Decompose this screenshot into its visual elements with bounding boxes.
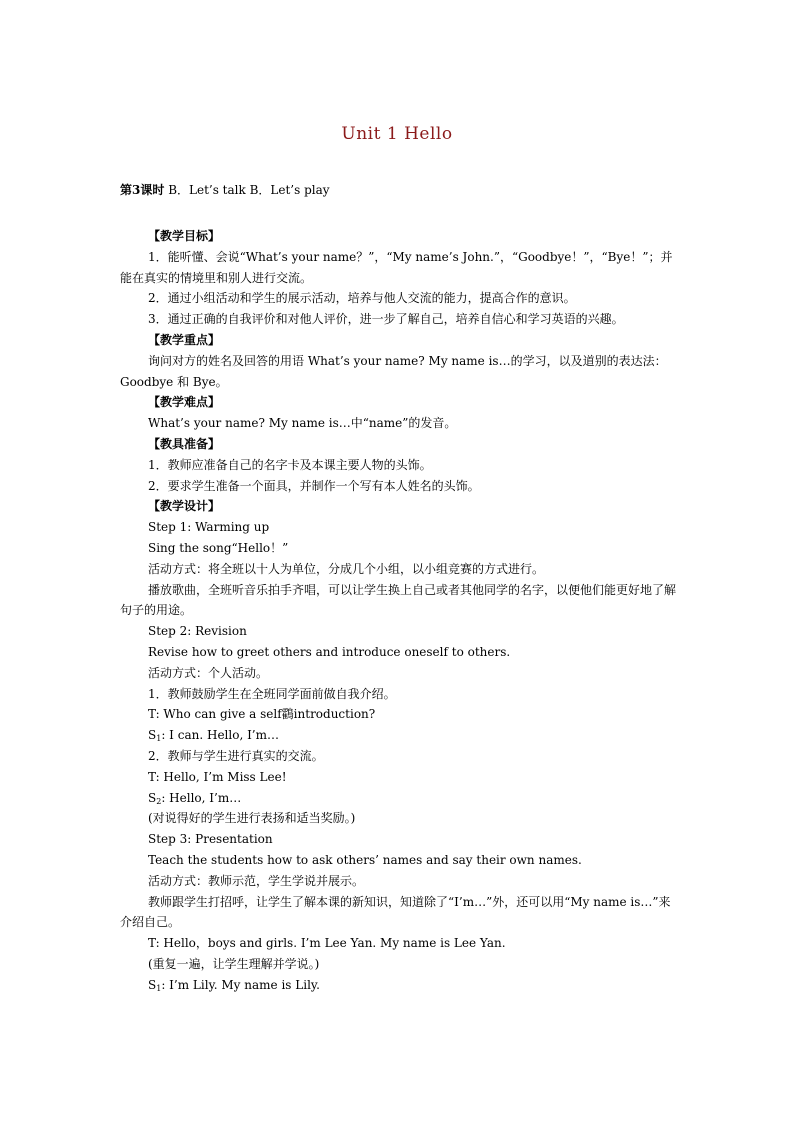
line-text: 活动方式：教师示范，学生学说并展示。 bbox=[148, 873, 365, 888]
text-line bbox=[120, 788, 676, 809]
text-line bbox=[120, 621, 676, 642]
speaker-number: 1 bbox=[156, 734, 162, 744]
text-line bbox=[120, 247, 676, 289]
text-line bbox=[120, 954, 676, 975]
line-text: 【教具准备】 bbox=[148, 436, 221, 451]
lesson-topics: B．Let’s talk B．Let’s play bbox=[168, 183, 330, 197]
line-text: T: Who can give a self鸖introduction? bbox=[148, 707, 376, 722]
speaker-label: S bbox=[148, 790, 157, 805]
text-line bbox=[120, 351, 676, 393]
line-text: 1．教师应准备自己的名字卡及本课主要人物的头饰。 bbox=[148, 457, 432, 472]
text-line bbox=[120, 892, 676, 934]
speaker-number: 2 bbox=[156, 796, 162, 806]
text-line bbox=[120, 476, 676, 497]
line-text: (重复一遍，让学生理解并学说。) bbox=[148, 956, 320, 971]
line-text: Sing the song“Hello！” bbox=[148, 540, 289, 555]
line-text: Step 3: Presentation bbox=[148, 832, 273, 847]
line-text: 1．能听懂、会说“What’s your name？”，“My name’s John.”，“Goodbye！”，“Bye！”；并能在真实的情境里和别人进行交流。 bbox=[120, 249, 673, 285]
speaker-number: 1 bbox=[156, 983, 162, 993]
text-line bbox=[120, 455, 676, 476]
section-heading bbox=[120, 496, 676, 517]
text-line bbox=[120, 309, 676, 330]
section-heading bbox=[120, 392, 676, 413]
line-text: : I’m Lily. My name is Lily. bbox=[161, 977, 320, 992]
text-line bbox=[120, 746, 676, 767]
line-text: 活动方式：个人活动。 bbox=[148, 665, 269, 680]
speaker-label: S bbox=[148, 728, 157, 743]
text-line bbox=[120, 808, 676, 829]
text-line bbox=[120, 580, 676, 622]
line-text: What’s your name? My name is…中“name”的发音。 bbox=[148, 416, 457, 431]
line-text: Teach the students how to ask others’ names and say their own names. bbox=[148, 852, 582, 867]
line-text: (对说得好的学生进行表扬和适当奖励。) bbox=[148, 811, 356, 826]
line-text: Step 2: Revision bbox=[148, 624, 247, 639]
section-heading bbox=[120, 226, 676, 247]
section-heading bbox=[120, 330, 676, 351]
text-line bbox=[120, 288, 676, 309]
line-text: 3．通过正确的自我评价和对他人评价，进一步了解自己，培养自信心和学习英语的兴趣。 bbox=[148, 312, 624, 327]
line-text: 教师跟学生打招呼，让学生了解本课的新知识，知道除了“I’m…”外，还可以用“My name is…”来介绍自己。 bbox=[120, 894, 671, 930]
text-line bbox=[120, 559, 676, 580]
section-heading bbox=[120, 434, 676, 455]
text-line bbox=[120, 642, 676, 663]
line-text: T: Hello, I’m Miss Lee! bbox=[148, 769, 287, 784]
line-text: 【教学难点】 bbox=[148, 395, 221, 410]
line-text: 询问对方的姓名及回答的用语 What’s your name? My name is…的学习，以及道别的表达法：Goodbye 和 Bye。 bbox=[120, 353, 667, 389]
line-text: : Hello, I’m… bbox=[161, 790, 242, 805]
line-text: 【教学设计】 bbox=[148, 499, 221, 514]
text-line bbox=[120, 684, 676, 705]
speaker-label: S bbox=[148, 977, 157, 992]
text-line bbox=[120, 704, 676, 725]
text-line bbox=[120, 725, 676, 746]
line-text: 活动方式：将全班以十人为单位，分成几个小组，以小组竞赛的方式进行。 bbox=[148, 561, 545, 576]
line-text: 2．要求学生准备一个面具，并制作一个写有本人姓名的头饰。 bbox=[148, 478, 480, 493]
line-text: Step 1: Warming up bbox=[148, 520, 270, 535]
page-title: Unit 1 Hello bbox=[341, 124, 453, 144]
line-text: 2．通过小组活动和学生的展示活动，培养与他人交流的能力，提高合作的意识。 bbox=[148, 291, 576, 306]
line-text: T: Hello，boys and girls. I’m Lee Yan. My name is Lee Yan. bbox=[148, 936, 506, 951]
text-line bbox=[120, 850, 676, 871]
line-text: 1．教师鼓励学生在全班同学面前做自我介绍。 bbox=[148, 686, 396, 701]
line-text: Revise how to greet others and introduce oneself to others. bbox=[148, 644, 511, 659]
text-line bbox=[120, 933, 676, 954]
line-text: 【教学重点】 bbox=[148, 332, 221, 347]
text-line bbox=[120, 413, 676, 434]
text-line bbox=[120, 975, 676, 996]
lesson-label: 第3课时 bbox=[120, 183, 165, 197]
text-line bbox=[120, 517, 676, 538]
line-text: 2．教师与学生进行真实的交流。 bbox=[148, 748, 324, 763]
lesson-body bbox=[120, 226, 676, 995]
line-text: 【教学目标】 bbox=[148, 229, 221, 243]
line-text: : I can. Hello, I’m… bbox=[161, 728, 280, 743]
text-line bbox=[120, 767, 676, 788]
text-line bbox=[120, 829, 676, 850]
text-line bbox=[120, 538, 676, 559]
text-line bbox=[120, 871, 676, 892]
text-line bbox=[120, 663, 676, 684]
line-text: 播放歌曲，全班听音乐拍手齐唱，可以让学生换上自己或者其他同学的名字，以便他们能更好地了解句子的用途。 bbox=[120, 582, 677, 618]
lesson-heading bbox=[120, 181, 330, 198]
